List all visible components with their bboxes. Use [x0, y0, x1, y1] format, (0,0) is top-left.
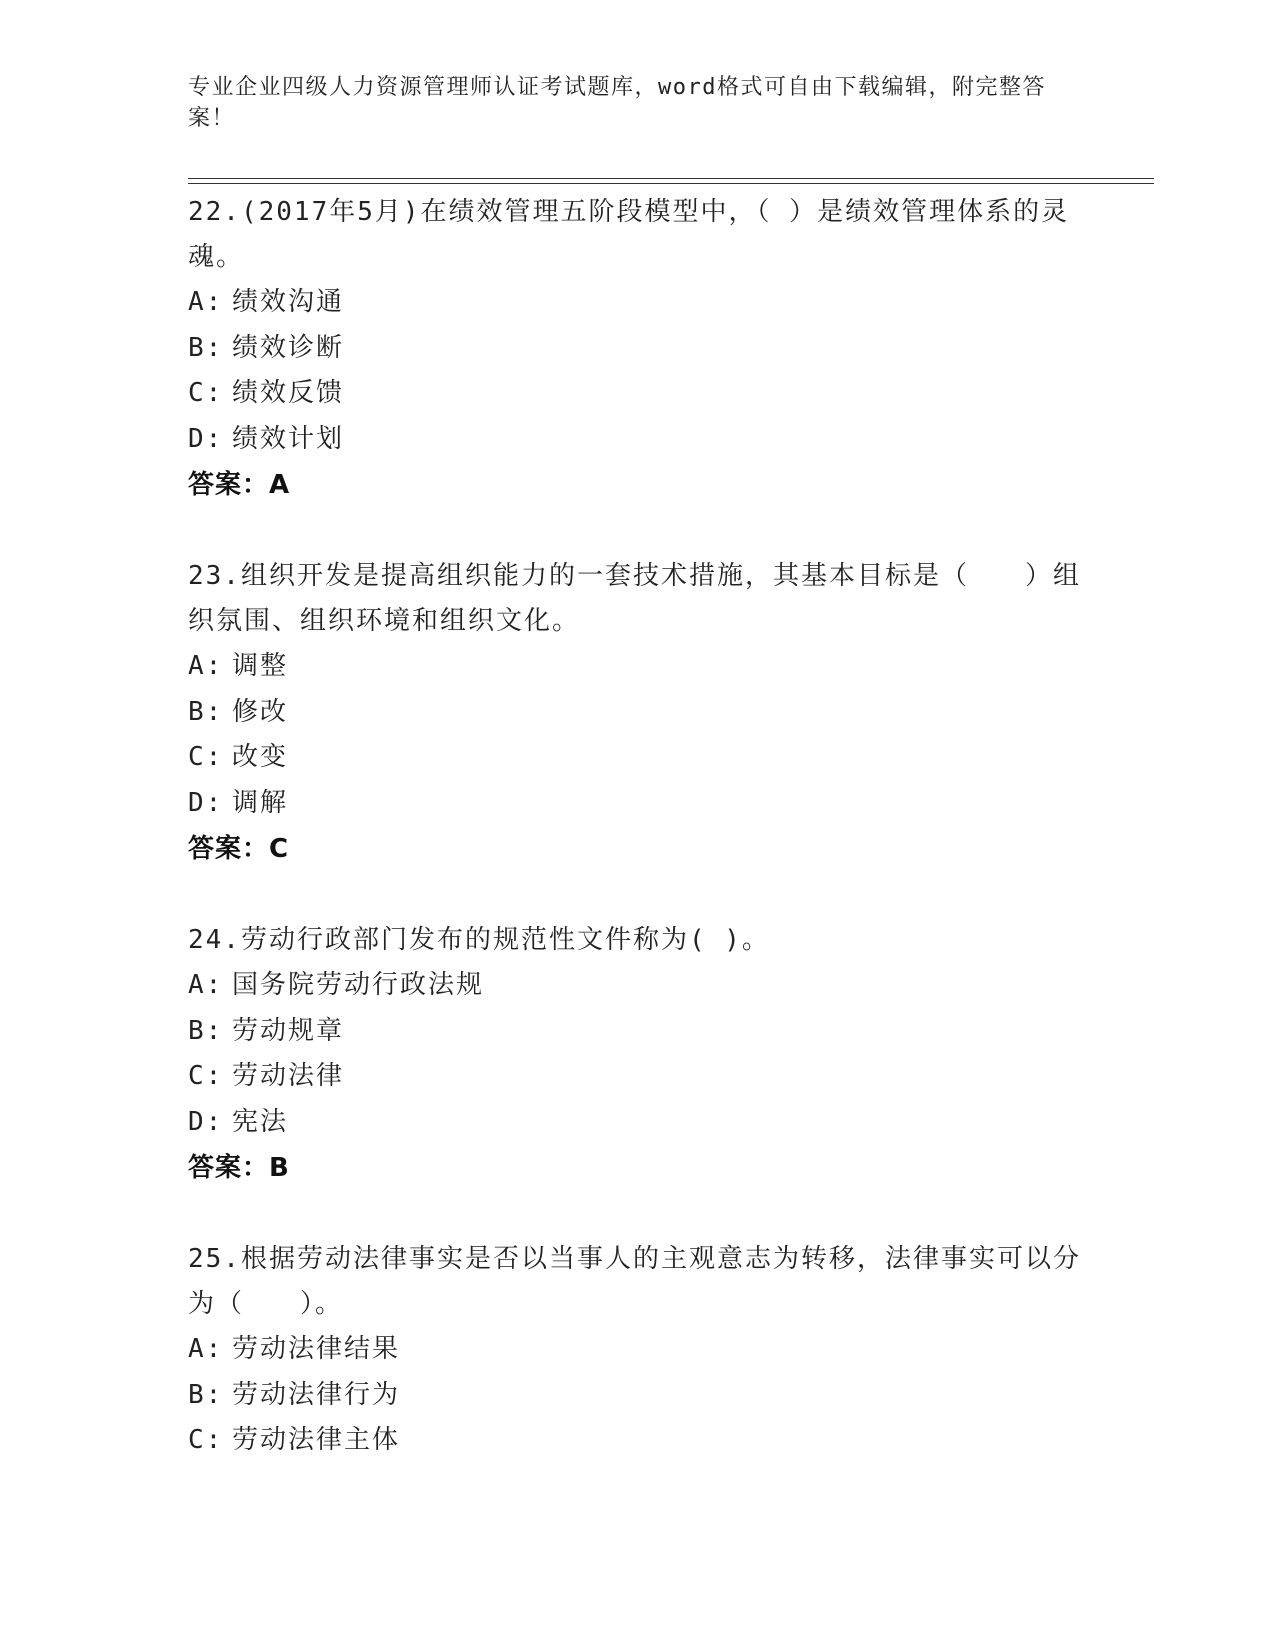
option-a: [188, 963, 1088, 1009]
option-c: [188, 371, 1088, 417]
option-letter: C:: [188, 1425, 224, 1455]
option-text: 绩效反馈: [232, 378, 345, 408]
header-rule-bottom: [188, 183, 1154, 184]
option-letter: C:: [188, 1061, 224, 1091]
option-text: 调解: [232, 787, 289, 818]
option-text: 劳动法律结果: [232, 1334, 401, 1364]
question-23: [188, 554, 1088, 872]
option-a: [188, 644, 1088, 690]
option-text: 绩效计划: [232, 423, 345, 454]
option-letter: D:: [188, 1106, 224, 1137]
option-letter: A:: [188, 651, 224, 681]
option-letter: C:: [188, 742, 224, 772]
option-letter: A:: [188, 1334, 224, 1364]
option-b: [188, 326, 1088, 372]
option-letter: A:: [188, 287, 224, 317]
answer-line: 答案：B: [188, 1153, 290, 1183]
option-letter: B:: [188, 1015, 224, 1046]
option-d: [188, 781, 1088, 827]
question-list: [188, 190, 1088, 1510]
option-text: 劳动法律主体: [232, 1425, 401, 1455]
option-text: 改变: [232, 742, 289, 772]
question-22: [188, 190, 1088, 508]
option-text: 调整: [232, 651, 289, 681]
option-letter: B:: [188, 332, 224, 363]
option-letter: A:: [188, 970, 224, 1000]
question-25: [188, 1237, 1088, 1464]
option-c: [188, 1054, 1088, 1100]
option-letter: D:: [188, 787, 224, 818]
header-rule-top: [188, 178, 1154, 179]
option-d: [188, 417, 1088, 463]
answer-line: 答案：A: [188, 470, 291, 500]
option-c: [188, 1418, 1088, 1464]
option-b: [188, 1009, 1088, 1055]
option-letter: B:: [188, 1379, 224, 1410]
option-text: 国务院劳动行政法规: [232, 970, 485, 1000]
option-text: 劳动规章: [232, 1015, 345, 1046]
question-stem: 24.劳动行政部门发布的规范性文件称为( )。: [188, 925, 770, 955]
option-text: 绩效诊断: [232, 332, 345, 363]
option-text: 宪法: [232, 1106, 289, 1137]
option-letter: B:: [188, 696, 224, 727]
option-letter: D:: [188, 423, 224, 454]
option-b: [188, 1373, 1088, 1419]
page-header: 专业企业四级人力资源管理师认证考试题库，word格式可自由下载编辑，附完整答案！: [188, 75, 1046, 131]
answer-line: 答案：C: [188, 834, 290, 864]
question-24: [188, 918, 1088, 1191]
option-c: [188, 735, 1088, 781]
question-stem: 25.根据劳动法律事实是否以当事人的主观意志为转移，法律事实可以分为（ ）。: [188, 1244, 1081, 1319]
option-text: 劳动法律行为: [232, 1379, 401, 1410]
option-text: 修改: [232, 696, 289, 727]
option-d: [188, 1100, 1088, 1146]
option-text: 劳动法律: [232, 1061, 345, 1091]
option-text: 绩效沟通: [232, 287, 345, 317]
question-stem: 22.(2017年5月)在绩效管理五阶段模型中，（ ）是绩效管理体系的灵魂。: [188, 197, 1070, 272]
option-a: [188, 280, 1088, 326]
option-a: [188, 1327, 1088, 1373]
option-letter: C:: [188, 378, 224, 408]
question-stem: 23.组织开发是提高组织能力的一套技术措施，其基本目标是（ ）组织氛围、组织环境和组织文化。: [188, 561, 1081, 636]
option-b: [188, 690, 1088, 736]
